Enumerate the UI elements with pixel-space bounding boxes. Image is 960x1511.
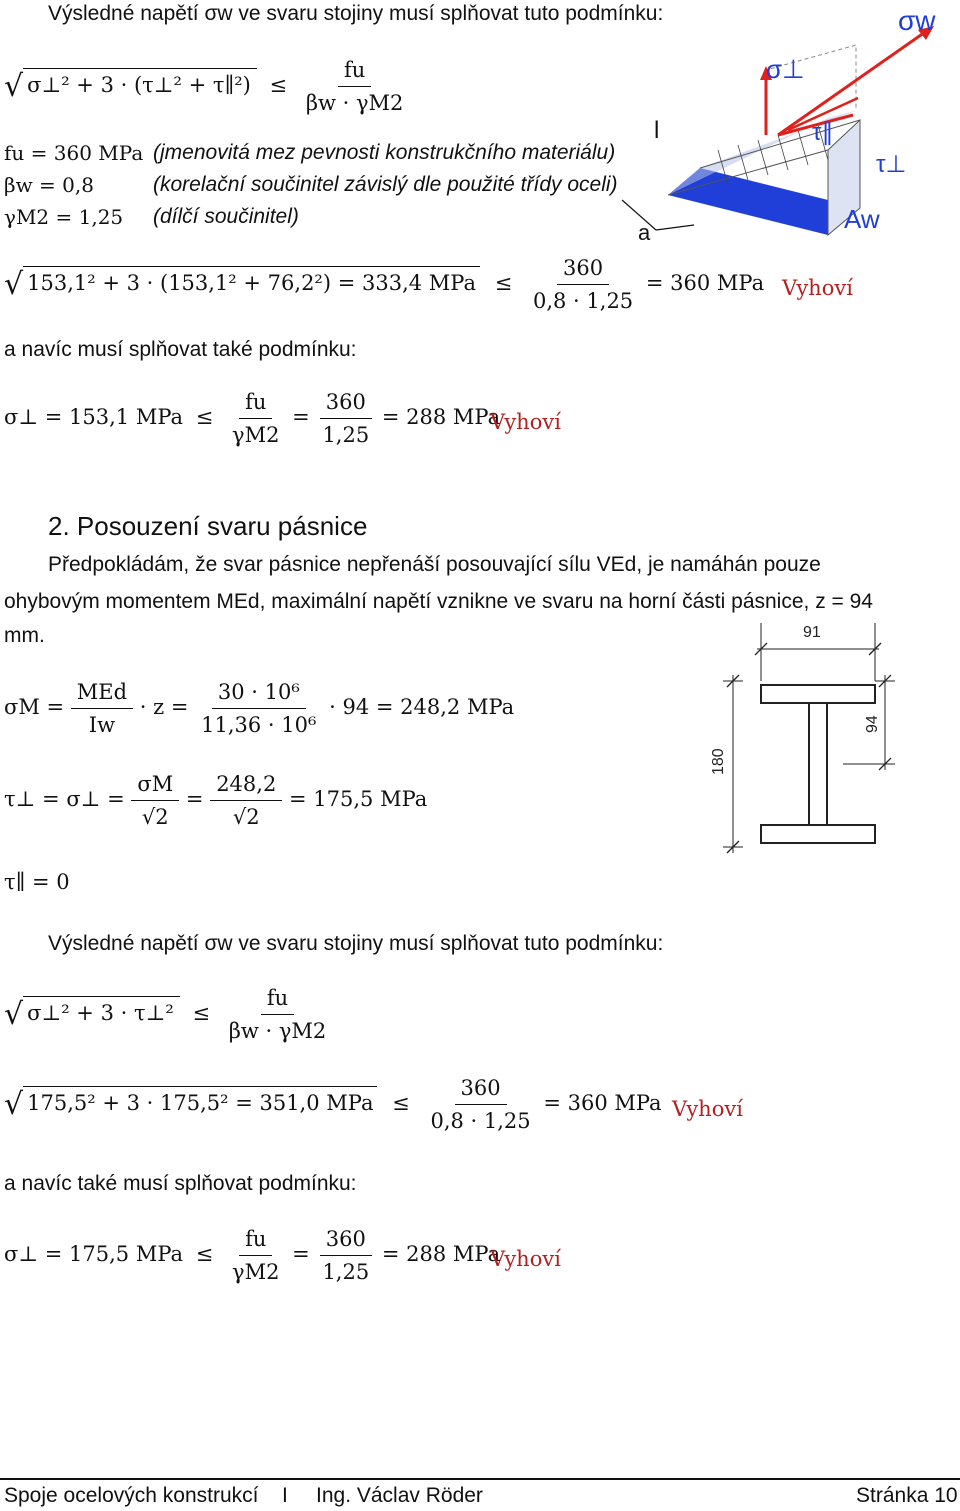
para-line-1: Předpokládám, že svar pásnice nepřenáší posouvající sílu VEd, je namáhán pouze (48, 553, 821, 576)
param-fu: fu = 360 MPa (4, 141, 144, 165)
tau-formula: τ⊥ = σ⊥ = $\frac{\sigma M}{√2}$ = $\frac{248,2}{√2}$ = 175,5 MPa (4, 772, 428, 829)
label-a: a (638, 220, 651, 245)
label-tau-par: τ∥ (812, 119, 834, 146)
check-2-num1: fu (239, 390, 272, 419)
tau-den2: √2 (232, 805, 260, 829)
tau-lhs: τ⊥ = σ⊥ = (4, 787, 125, 811)
i-section-figure (703, 615, 908, 865)
condition-numerator: fu (338, 58, 371, 87)
dim-height: 180 (710, 748, 727, 775)
check-1-lhs: 153,1² + 3 · (153,1² + 76,2²) = 333,4 MPa (23, 266, 480, 295)
condition-formula: √ σ⊥² + 3 · (τ⊥² + τ∥²) ≤ $\frac{fu}{\beta w \cdot \gamma M2}$ (4, 58, 409, 115)
footer-course: Spoje ocelových konstrukcí (4, 1484, 259, 1507)
condition-2-den: βw · γM2 (228, 1019, 327, 1043)
para-line-2: ohybovým momentem MEd, maximální napětí vznikne ve svaru na horní části pásnice, z = 94 (4, 590, 873, 613)
bottom-flange (761, 825, 875, 843)
footer-page: Stránka 10 (856, 1484, 958, 1507)
param-fu-desc: (jmenovitá mez pevnosti konstrukčního materiálu) (153, 141, 616, 164)
check-1-den: 0,8 · 1,25 (532, 289, 634, 313)
top-flange (761, 685, 875, 703)
label-tau-perp: τ⊥ (876, 151, 907, 178)
sigma-m-lhs: σM = (4, 695, 65, 719)
label-sigma-w: σw (898, 5, 936, 36)
check-3: √ 175,5² + 3 · 175,5² = 351,0 MPa ≤ $\frac{360}{0,8 \cdot 1,25}$ = 360 MPa (4, 1076, 662, 1133)
label-sigma-perp: σ⊥ (766, 54, 805, 84)
sigma-m-num: MEd (71, 680, 133, 709)
tau-result: = 175,5 MPa (289, 787, 428, 811)
sigma-m-formula (4, 680, 514, 737)
tau-num1: σM (131, 772, 179, 801)
condition-denominator: βw · γM2 (305, 91, 404, 115)
section-heading: 2. Posouzení svaru pásnice (48, 511, 368, 541)
check-2-num2: 360 (320, 390, 372, 419)
param-gamma-desc: (dílčí součinitel) (153, 205, 299, 228)
check-2-den1: γM2 (232, 423, 280, 447)
check-4-result: = 288 MPa (381, 1242, 501, 1266)
tau-par-formula: τ∥ = 0 (4, 870, 70, 894)
sigma-m-num2: 30 · 10⁶ (212, 680, 306, 709)
para-line-3: mm. (4, 624, 45, 647)
also-text: a navíc musí splňovat také podmínku: (4, 338, 357, 361)
sigma-m-result: · 94 = 248,2 MPa (329, 695, 515, 719)
check-4-lhs: σ⊥ = 175,5 MPa (4, 1242, 184, 1266)
web (809, 703, 827, 825)
tau-den1: √2 (141, 805, 169, 829)
sigma-m-den: Iw (88, 713, 116, 737)
sigma-m-mid: · z = (139, 695, 189, 719)
param-gamma: γM2 = 1,25 (4, 205, 124, 229)
footer-separator: I (282, 1484, 288, 1507)
check-1-num: 360 (557, 256, 609, 285)
check-4-num1: fu (239, 1227, 272, 1256)
check-4-den1: γM2 (232, 1260, 280, 1284)
check-1-result: = 360 MPa (645, 271, 765, 295)
check-3-verdict: Vyhoví (672, 1097, 743, 1121)
check-3-num: 360 (455, 1076, 507, 1105)
label-aw: Aw (844, 204, 880, 234)
check-1-verdict: Vyhoví (782, 276, 853, 300)
check-2-den2: 1,25 (322, 423, 370, 447)
check-2-verdict: Vyhoví (490, 410, 561, 434)
footer-divider (0, 1478, 960, 1480)
check-1: √ 153,1² + 3 · (153,1² + 76,2²) = 333,4 MPa ≤ $\frac{360}{0,8 \cdot 1,25}$ = 360 MPa (4, 256, 765, 313)
weld-stress-figure (598, 0, 960, 260)
check-2: σ⊥ = 153,1 MPa ≤ $\frac{fu}{\gamma M2}$ = $\frac{360}{1,25}$ = 288 MPa (4, 390, 501, 447)
param-beta-desc: (korelační součinitel závislý dle použité třídy oceli) (153, 173, 618, 196)
check-4-den2: 1,25 (322, 1260, 370, 1284)
tau-num2: 248,2 (210, 772, 282, 801)
condition-lhs: σ⊥² + 3 · (τ⊥² + τ∥²) (23, 68, 257, 97)
sigma-m-den2: 11,36 · 10⁶ (201, 713, 317, 737)
also-text-2: a navíc také musí splňovat podmínku: (4, 1172, 357, 1195)
label-l: l (654, 117, 660, 144)
check-3-result: = 360 MPa (543, 1091, 662, 1115)
check-4-num2: 360 (320, 1227, 372, 1256)
check-4: σ⊥ = 175,5 MPa ≤ $\frac{fu}{\gamma M2}$ = $\frac{360}{1,25}$ = 288 MPa (4, 1227, 501, 1284)
dim-width: 91 (803, 624, 821, 641)
intro-text: Výsledné napětí σw ve svaru stojiny musí splňovat tuto podmínku: (48, 2, 664, 25)
check-3-den: 0,8 · 1,25 (430, 1109, 531, 1133)
param-beta: βw = 0,8 (4, 173, 94, 197)
condition-2-lhs: σ⊥² + 3 · τ⊥² (23, 996, 180, 1025)
check-2-result: = 288 MPa (381, 405, 501, 429)
condition-formula-2: √ σ⊥² + 3 · τ⊥² ≤ $\frac{fu}{\beta w \cdot \gamma M2}$ (4, 986, 332, 1043)
condition-2-num: fu (261, 986, 294, 1015)
check-3-lhs: 175,5² + 3 · 175,5² = 351,0 MPa (23, 1086, 377, 1115)
intro-text-2: Výsledné napětí σw ve svaru stojiny musí splňovat tuto podmínku: (48, 932, 664, 955)
check-4-verdict: Vyhoví (490, 1247, 561, 1271)
dim-z: 94 (864, 715, 881, 733)
footer-author: Ing. Václav Röder (316, 1484, 483, 1507)
check-2-lhs: σ⊥ = 153,1 MPa (4, 405, 184, 429)
